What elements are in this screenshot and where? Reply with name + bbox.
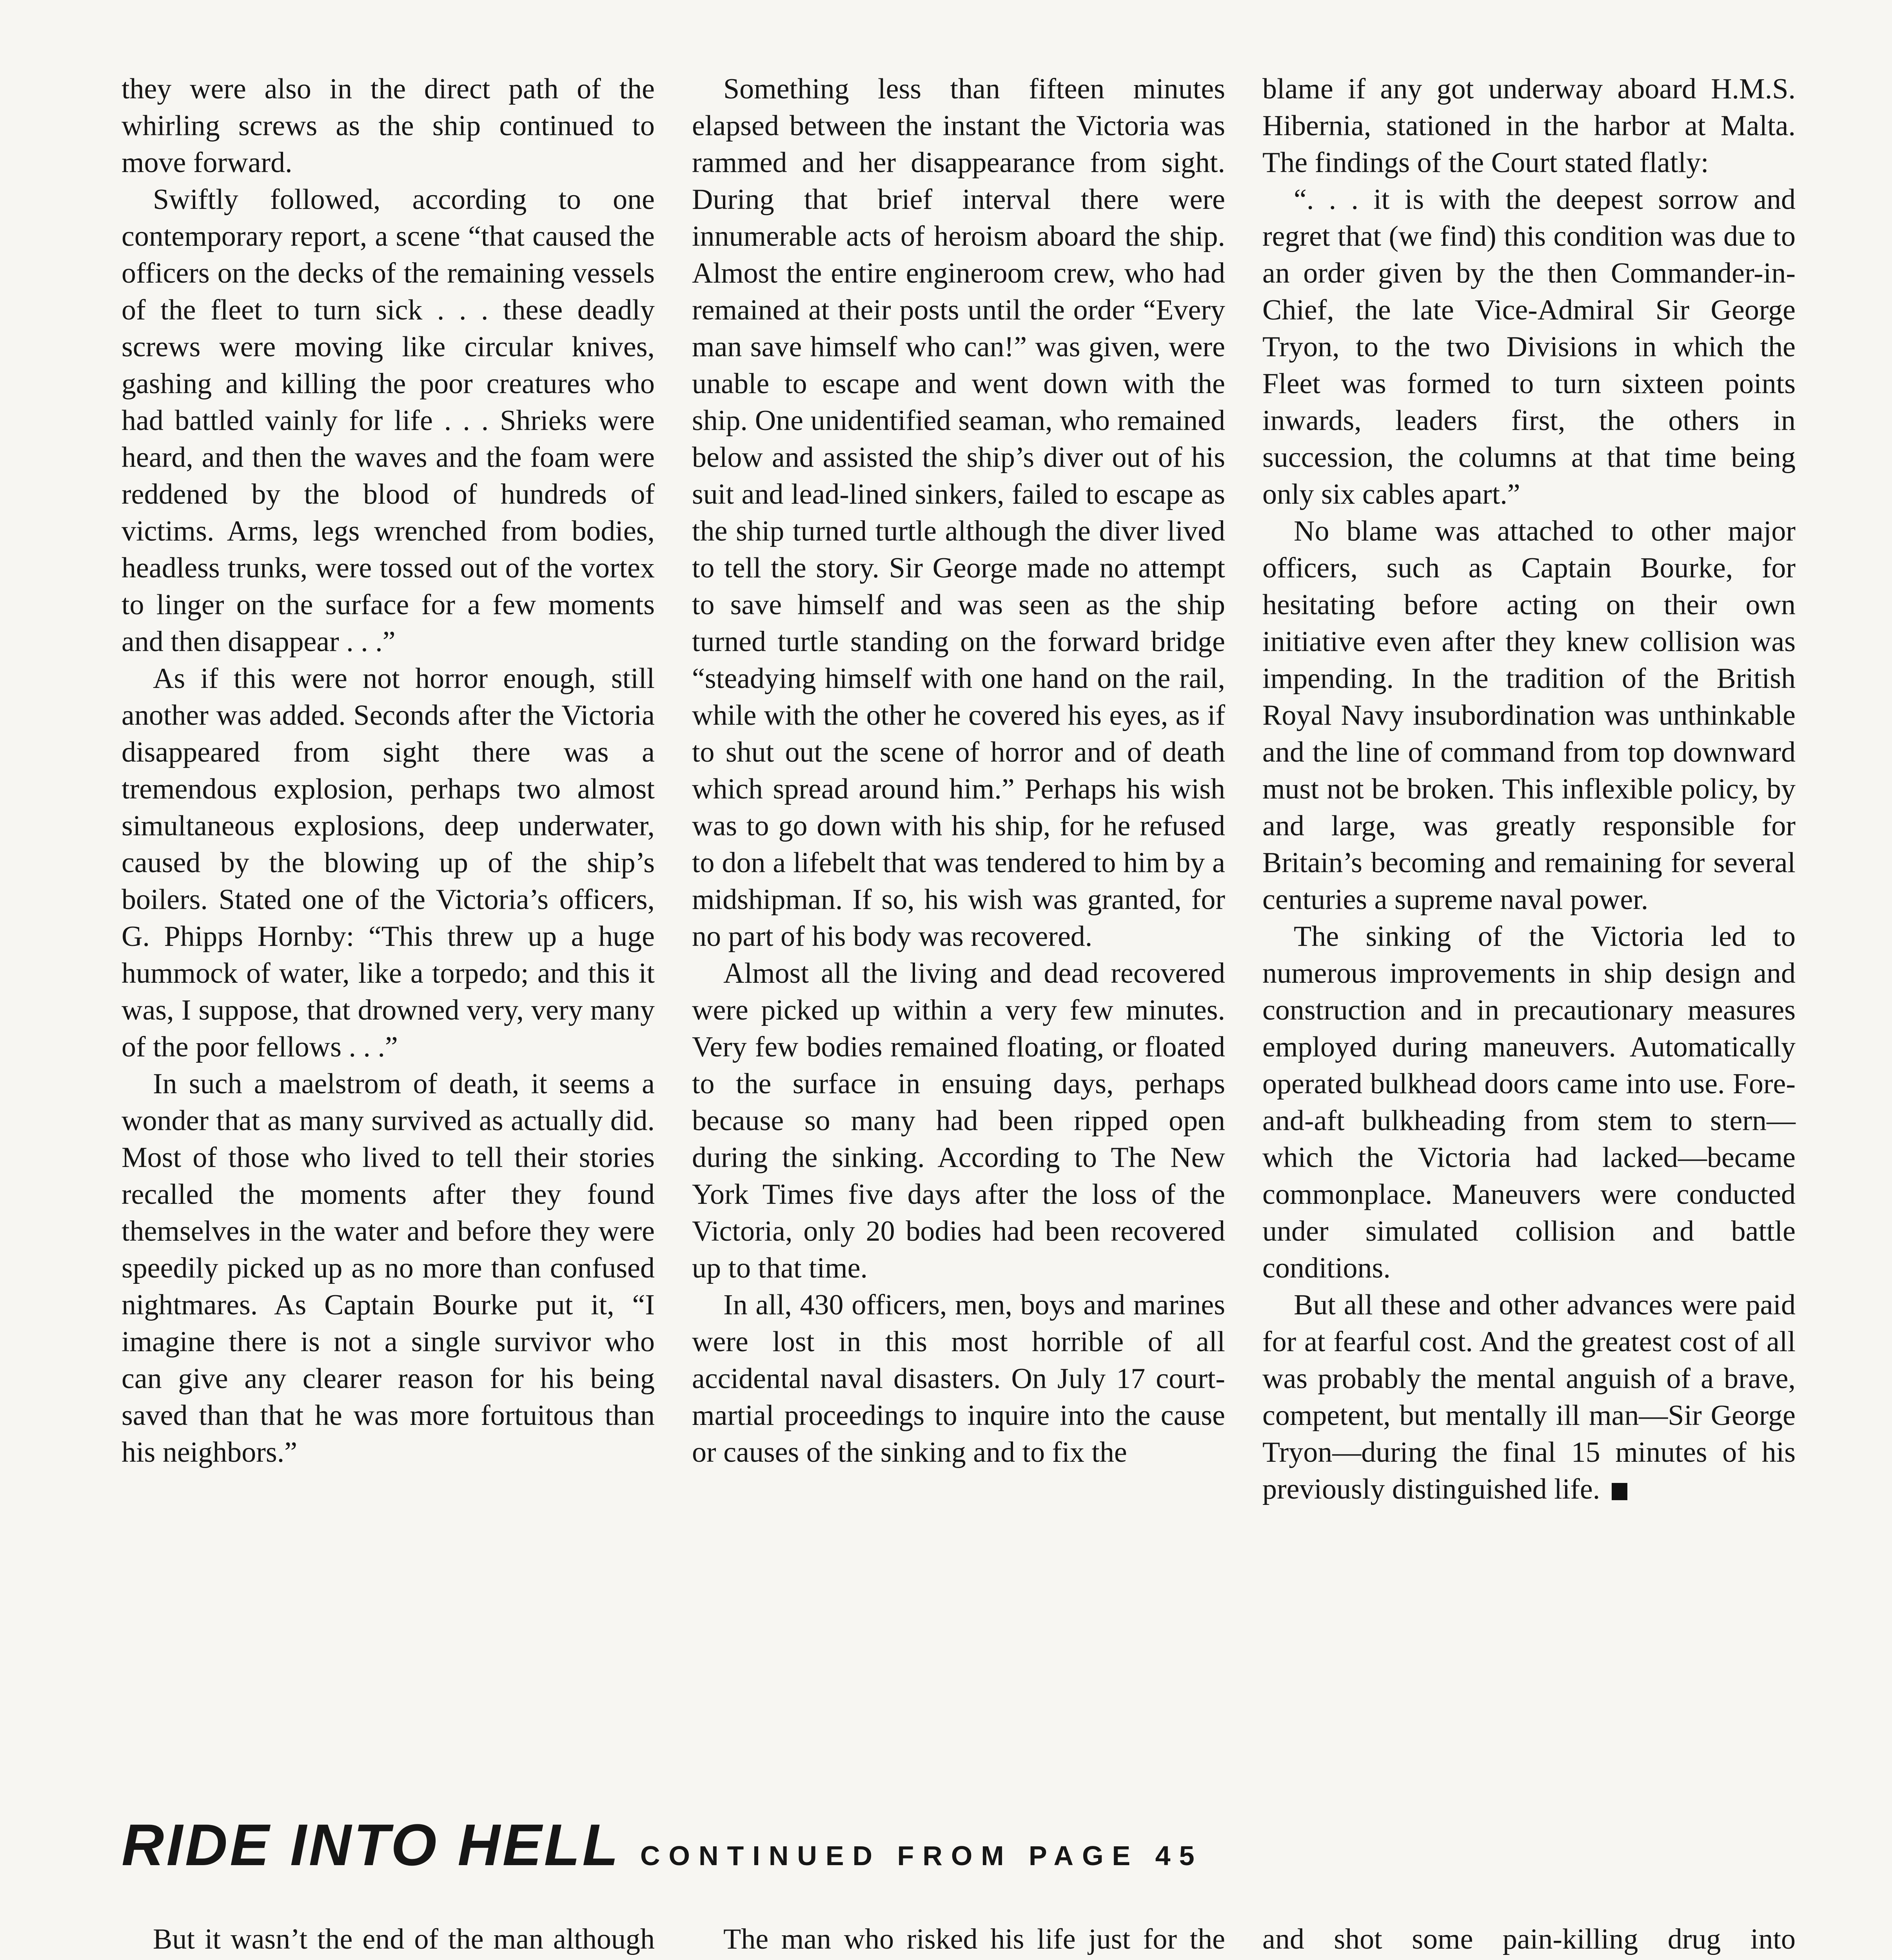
paragraph: In all, 430 officers, men, boys and marines were lost in this most horrible of all accidental naval disasters. On July 17 court-martial proceedings to inquire into the cause or causes of the sinking and to fix the — [692, 1289, 1225, 1468]
paragraph: Almost all the living and dead recovered were picked up within a very few minutes. Very few bodies remained floating, or floated to the surface in ensuing days, perhaps because so many had been ripped open during the sinking. According to The New York Times five days after the loss of the Victoria, only 20 bodies had been recovered up to that time. — [692, 957, 1225, 1284]
paragraph: As if this were not horror enough, still another was added. Seconds after the Victoria disappeared from sight there was a tremendous explosion, perhaps two almost simultaneous explosions, deep underwater, caused by the blowing up of the ship’s boilers. Stated one of the Victoria’s officers, G. Phipps Hornby: “This threw up a huge hummock of water, like a torpedo; and this it was, I suppose, that drowned very, very many of the poor fellows . . .” — [122, 662, 655, 1063]
paragraph: Swiftly followed, according to one contemporary report, a scene “that caused the officers on the decks of the remaining vessels of the fleet to turn sick . . . these deadly screws were moving like circular knives, gashing and killing the poor creatures who had battled vainly for life . . . Shrieks were heard, and then the waves and the foam were reddened by the blood of hundreds of victims. Arms, legs wrenched from bodies, headless trunks, were tossed out of the vortex to linger on the surface for a few moments and then disappear . . .” — [122, 183, 655, 658]
paragraph: No blame was attached to other major officers, such as Captain Bourke, for hesitating before acting on their own initiative even after they knew collision was impending. In the tradition of the British Royal Navy insubordination was unthinkable and the line of command from top downward must not be broken. This inflexible policy, by and large, was greatly responsible for Britain’s becoming and remaining for several centuries a supreme naval power. — [1262, 515, 1796, 916]
article-column-3 — [1262, 1921, 1796, 1960]
paragraph: The sinking of the Victoria led to numerous improvements in ship design and construction and in precautionary measures employed during maneuvers. Automatically operated bulkhead doors came into use. Fore-and-aft bulkheading from stem to stern—which the Victoria had lacked—became commonplace. Maneuvers were conducted under simulated collision and battle conditions. — [1262, 920, 1796, 1284]
continued-label: CONTINUED FROM PAGE 45 — [640, 1840, 1203, 1871]
paragraph: In such a maelstrom of death, it seems a wonder that as many survived as actually did. Most of those who lived to tell their stories recalled the moments after they found themselves in the water and before they were speedily picked up as no more than confused nightmares. As Captain Bourke put it, “I imagine there is not a single survivor who can give any clearer reason for his being saved than that he was more fortuitous than his neighbors.” — [122, 1068, 655, 1468]
article-column-3 — [1262, 71, 1796, 1508]
paragraph: But it wasn’t the end of the man although — [153, 1923, 655, 1955]
article-column-1 — [122, 1921, 655, 1960]
paragraph-last — [1262, 1287, 1796, 1508]
article-column-2 — [692, 71, 1225, 1471]
article-column-1 — [122, 71, 655, 1471]
section-heading — [122, 1811, 1807, 1879]
paragraph: “. . . it is with the deepest sorrow and regret that (we find) this condition was due to an order given by the then Commander-in-Chief, the late Vice-Admiral Sir George Tryon, to the two Divisions in which the Fleet was formed to turn sixteen points inwards, leaders first, the others in succession, the columns at that time being only six cables apart.” — [1262, 183, 1796, 510]
paragraph: and shot some pain-killing drug into — [1262, 1923, 1796, 1955]
paragraph-text: But all these and other advances were paid for at fearful cost. And the greatest cost of all was probably the mental anguish of a brave, competent, but mentally ill man—Sir George Tryon—during the final 15 minutes of his previously distinguished life. — [1262, 1289, 1796, 1505]
article-title: RIDE INTO HELL — [122, 1812, 621, 1878]
paragraph: Something less than fifteen minutes elapsed between the instant the Victoria was rammed and her disappearance from sight. During that brief interval there were innumerable acts of heroism aboard the ship. Almost the entire engineroom crew, who had remained at their posts until the order “Every man save himself who can!” was given, were unable to escape and went down with the ship. One unidentified seaman, who remained below and assisted the ship’s diver out of his suit and lead-lined sinkers, failed to escape as the ship turned turtle although the diver lived to tell the story. Sir George made no attempt to save himself and was seen as the ship turned turtle standing on the forward bridge “steadying himself with one hand on the rail, while with the other he covered his eyes, as if to shut out the scene of horror and of death which spread around him.” Perhaps his wish was to go down with his ship, for he refused to don a lifebelt that was tendered to him by a midshipman. If so, his wish was granted, for no part of his body was recovered. — [692, 73, 1225, 953]
paragraph: they were also in the direct path of the whirling screws as the ship continued to move forward. — [122, 73, 655, 179]
end-mark-icon — [1612, 1483, 1627, 1500]
article-column-2 — [692, 1921, 1225, 1960]
paragraph: blame if any got underway aboard H.M.S. Hibernia, stationed in the harbor at Malta. The findings of the Court stated flatly: — [1262, 73, 1796, 179]
paragraph: The man who risked his life just for the — [723, 1923, 1225, 1955]
